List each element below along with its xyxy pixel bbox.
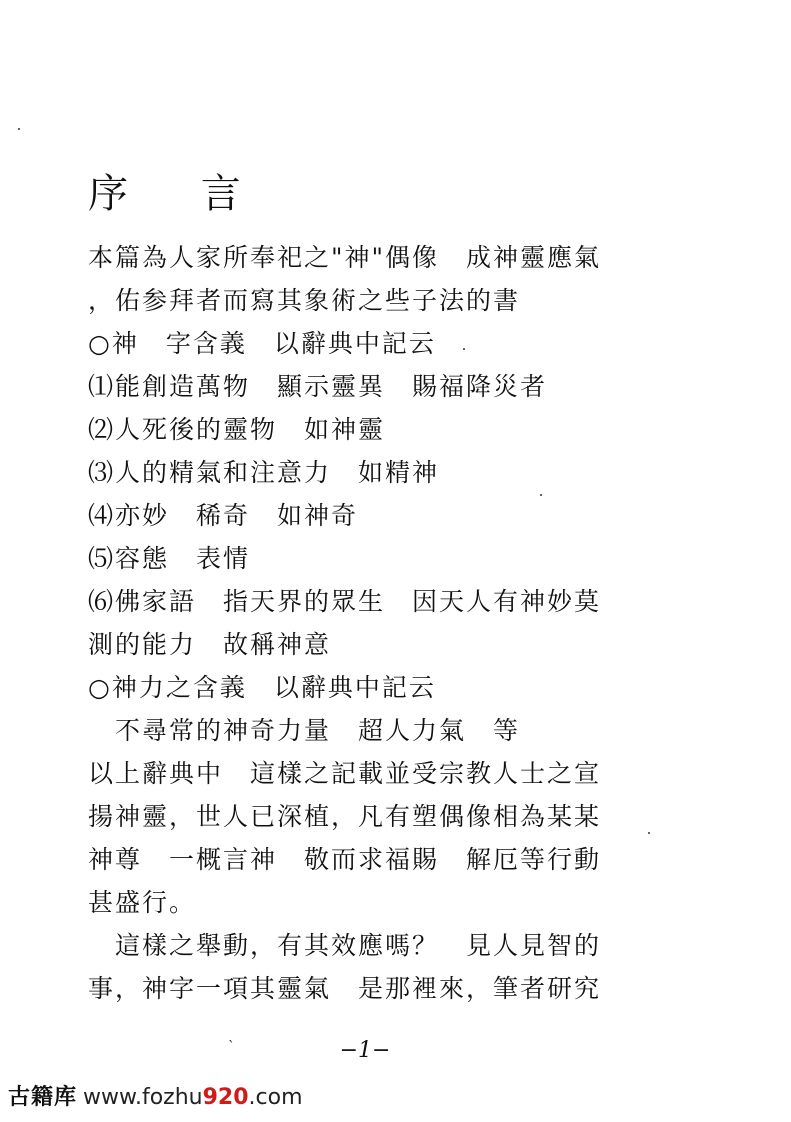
page-number: −1− <box>339 1038 391 1063</box>
scan-tick-mark: ` <box>228 1039 235 1055</box>
text-line: ⑹佛家語 指天界的眾生 因天人有神妙莫 <box>88 587 602 616</box>
watermark-url-prefix: www.fozhu <box>83 1085 203 1110</box>
text-line: ○神力之含義 以辭典中記云 <box>88 673 436 702</box>
text-line: ○神 字含義 以辭典中記云 <box>88 329 436 358</box>
watermark-brand: 古籍库 <box>8 1085 78 1110</box>
scan-speck <box>648 832 650 834</box>
text-line: ⑵人死後的靈物 如神靈 <box>88 415 386 444</box>
text-line: 本篇為人家所奉祀之"神"偶像 成神靈應氣 <box>88 243 601 272</box>
body-text <box>88 236 648 1010</box>
page-title: 序 言 <box>88 171 271 217</box>
text-line: 不尋常的神奇力量 超人力氣 等 <box>88 716 521 745</box>
text-line: 事，神字一項其靈氣 是那裡來，筆者研究 <box>88 974 602 1003</box>
text-line: ⑸容態 表情 <box>88 544 251 573</box>
text-line: ⑷亦妙 稀奇 如神奇 <box>88 501 359 530</box>
site-watermark[interactable] <box>8 1084 303 1112</box>
text-line: 揚神靈，世人已深植，凡有塑偶像相為某某 <box>88 802 602 831</box>
text-line: ⑶人的精氣和注意力 如精神 <box>88 458 440 487</box>
watermark-url-suffix: .com <box>248 1085 303 1110</box>
text-line: 這樣之舉動，有其效應嗎？ 見人見智的 <box>88 931 602 960</box>
watermark-url[interactable] <box>83 1085 303 1110</box>
watermark-url-number: 920 <box>202 1085 249 1110</box>
text-line: ，佑参拜者而寫其象術之些子法的書 <box>88 286 521 315</box>
text-line: 測的能力 故稱神意 <box>88 630 332 659</box>
text-line: 神尊 一概言神 敬而求福賜 解厄等行動 <box>88 845 602 874</box>
text-line: 甚盛行。 <box>88 888 197 917</box>
scan-speck <box>18 128 20 130</box>
text-line: 以上辭典中 這樣之記載並受宗教人士之宣 <box>88 759 602 788</box>
text-line: ⑴能創造萬物 顯示靈異 賜福降災者 <box>88 372 548 401</box>
